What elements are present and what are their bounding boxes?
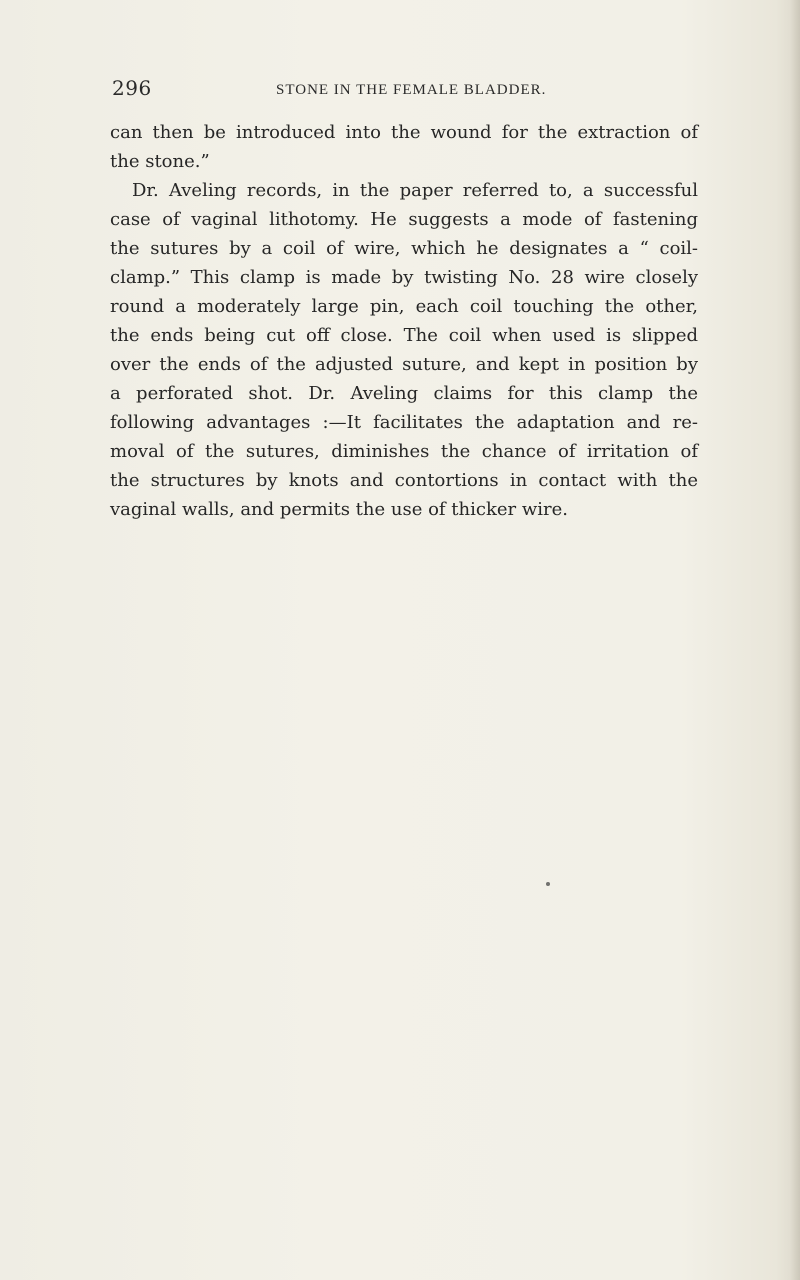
text-line: case of vaginal lithotomy. He suggests a mode of fastening xyxy=(110,209,698,230)
text-line: moval of the sutures, diminishes the chance of irritation of xyxy=(110,441,698,462)
page-edge-shadow xyxy=(790,0,800,1280)
text-line: the structures by knots and contortions in contact with the xyxy=(110,470,698,491)
text-line: following advantages :—It facilitates the adaptation and re- xyxy=(110,412,698,433)
ink-speck xyxy=(546,882,550,886)
body-text xyxy=(110,118,698,524)
text-line: the ends being cut off close. The coil when used is slipped xyxy=(110,325,698,346)
text-line: can then be introduced into the wound for the extraction of xyxy=(110,122,698,143)
text-line: vaginal walls, and permits the use of thicker wire. xyxy=(110,499,568,520)
page-number: 296 xyxy=(112,76,152,100)
text-line: round a moderately large pin, each coil touching the other, xyxy=(110,296,698,317)
text-line: Dr. Aveling records, in the paper referred to, a successful xyxy=(132,180,698,201)
text-line: the sutures by a coil of wire, which he designates a “ coil- xyxy=(110,238,698,259)
text-line: a perforated shot. Dr. Aveling claims for this clamp the xyxy=(110,383,698,404)
running-head xyxy=(112,76,712,104)
text-line: clamp.” This clamp is made by twisting No. 28 wire closely xyxy=(110,267,698,288)
running-title: STONE IN THE FEMALE BLADDER. xyxy=(276,82,547,98)
text-line: over the ends of the adjusted suture, and kept in position by xyxy=(110,354,698,375)
text-line: the stone.” xyxy=(110,151,210,172)
